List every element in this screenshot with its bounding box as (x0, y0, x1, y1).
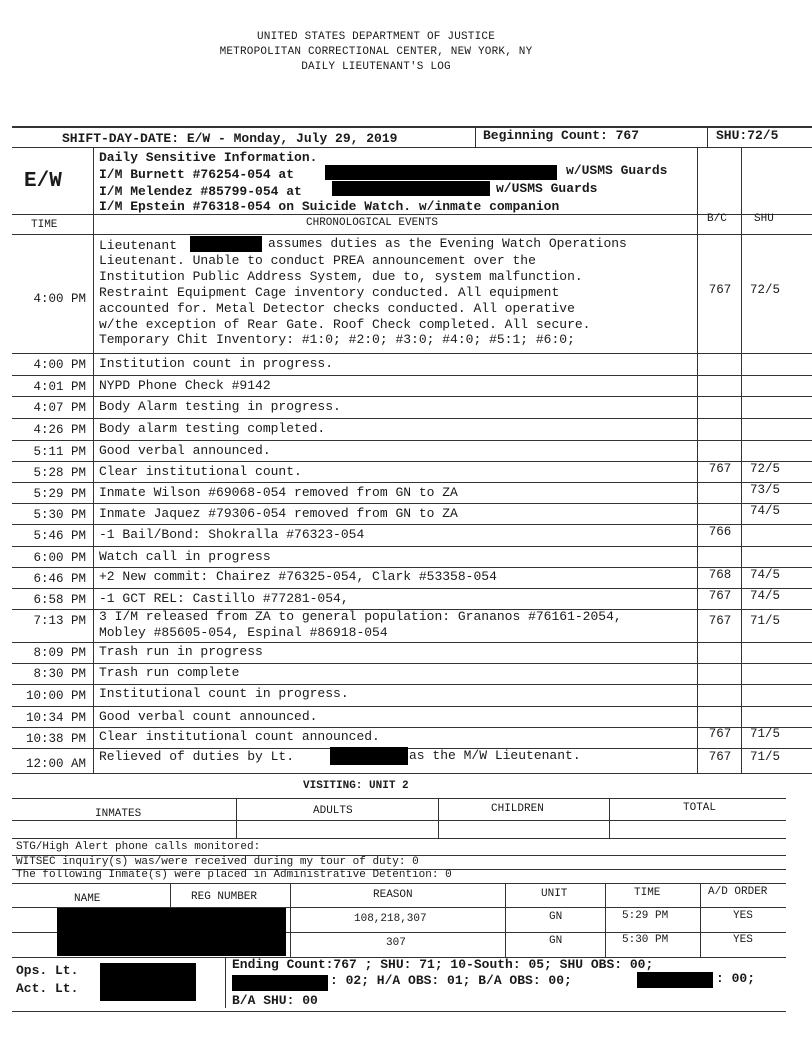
log-title: DAILY LIEUTENANT'S LOG (301, 61, 451, 73)
ending-count-line-2-end: : 00; (716, 971, 756, 986)
redaction (232, 975, 328, 991)
entry-text: Institutional count in progress. (99, 686, 349, 701)
entry-time: 5:30 PM (33, 508, 86, 522)
entry-text: assumes duties as the Evening Watch Operations (268, 236, 627, 251)
agency-title: UNITED STATES DEPARTMENT OF JUSTICE (256, 31, 496, 43)
entry-shu: 72/5 (750, 462, 781, 476)
facility-title: METROPOLITAN CORRECTIONAL CENTER, NEW YORK, NY (219, 46, 533, 58)
entry-text: 3 I/M released from ZA to general population: Grananos #76161-2054, (99, 609, 622, 624)
ad-header-time: TIME (634, 887, 661, 899)
ad-header-reg: REG NUMBER (191, 891, 258, 903)
visiting-title: VISITING: UNIT 2 (303, 780, 409, 792)
entry-bc: 767 (708, 727, 732, 741)
ops-lt-label: Ops. Lt. (16, 963, 79, 978)
redaction (330, 747, 408, 765)
entry-time: 6:00 PM (33, 551, 86, 565)
shift-day-date: SHIFT-DAY-DATE: E/W - Monday, July 29, 2019 (62, 131, 398, 146)
entry-text: Institution Public Address System, due to, system malfunction. (99, 269, 583, 284)
entry-shu: 74/5 (750, 504, 781, 518)
entry-text: Mobley #85605-054, Espinal #86918-054 (99, 625, 388, 640)
entry-shu: 71/5 (750, 727, 781, 741)
act-lt-label: Act. Lt. (16, 981, 79, 996)
entry-text: Lieutenant. Unable to conduct PREA announcement over the (99, 253, 536, 268)
ad-row-time: 5:29 PM (622, 910, 669, 922)
entry-text: accounted for. Metal Detector checks conducted. All operative (99, 301, 575, 316)
entry-time: 6:58 PM (33, 593, 86, 607)
entry-text: Restraint Equipment Cage inventory conducted. All equipment (99, 285, 560, 300)
redaction (100, 963, 196, 1001)
entry-time: 4:00 PM (33, 358, 86, 372)
sensitive-line-3: I/M Epstein #76318-054 on Suicide Watch. w/inmate companion (99, 199, 560, 214)
col-shu-header: SHU (754, 213, 774, 225)
entry-time: 12:00 AM (25, 757, 86, 771)
stg-note: STG/High Alert phone calls monitored: (16, 841, 261, 853)
witsec-note: WITSEC inquiry(s) was/were received during my tour of duty: 0 (16, 856, 419, 868)
entry-time: 5:11 PM (33, 445, 86, 459)
entry-bc: 767 (708, 589, 732, 603)
entry-time: 10:38 PM (25, 732, 86, 746)
entry-bc: 767 (708, 750, 732, 764)
entry-bc: 768 (708, 568, 732, 582)
ad-row-reason: 108,218,307 (354, 913, 427, 925)
ad-row-order: YES (733, 910, 753, 922)
entry-shu: 72/5 (750, 283, 781, 297)
sensitive-line-1-end: w/USMS Guards (566, 163, 668, 178)
redaction (637, 972, 713, 988)
ad-header-name: NAME (74, 893, 101, 905)
ad-row-reason: 307 (386, 937, 406, 949)
entry-text: Trash run in progress (99, 644, 263, 659)
entry-text: Good verbal announced. (99, 443, 271, 458)
entry-text: Body alarm testing completed. (99, 421, 326, 436)
sensitive-title: Daily Sensitive Information. (99, 150, 318, 165)
ending-count-line-3: B/A SHU: 00 (232, 993, 318, 1008)
entry-bc: 767 (708, 283, 732, 297)
entry-time: 6:46 PM (33, 572, 86, 586)
ad-row-unit: GN (549, 911, 563, 923)
entry-time: 8:30 PM (33, 667, 86, 681)
beginning-count: Beginning Count: 767 (483, 128, 640, 143)
entry-time: 4:26 PM (33, 423, 86, 437)
entry-text: Institution count in progress. (99, 356, 334, 371)
entry-time: 5:28 PM (33, 466, 86, 480)
visiting-adults: ADULTS (313, 805, 353, 817)
visiting-total: TOTAL (683, 802, 717, 814)
entry-text: Clear institutional count. (99, 464, 302, 479)
entry-shu: 74/5 (750, 568, 781, 582)
entry-text: Inmate Jaquez #79306-054 removed from GN to ZA (99, 506, 458, 521)
redaction (57, 908, 286, 956)
entry-text: Temporary Chit Inventory: #1:0; #2:0; #3:0; #4:0; #5:1; #6:0; (99, 332, 575, 347)
col-events-header: CHRONOLOGICAL EVENTS (306, 217, 439, 229)
entry-time: 8:09 PM (33, 646, 86, 660)
entry-text: -1 GCT REL: Castillo #77281-054, (99, 591, 349, 606)
entry-time: 5:29 PM (33, 487, 86, 501)
entry-time: 10:00 PM (25, 689, 86, 703)
sensitive-line-1: I/M Burnett #76254-054 at (99, 167, 295, 182)
entry-shu: 74/5 (750, 589, 781, 603)
ending-count-line-1: Ending Count:767 ; SHU: 71; 10-South: 05; SHU OBS: 00; (232, 957, 654, 972)
entry-time: 7:13 PM (33, 614, 86, 628)
entry-shu: 71/5 (750, 750, 781, 764)
entry-text: as the M/W Lieutenant. (409, 748, 581, 763)
entry-time: 5:46 PM (33, 529, 86, 543)
entry-text: w/the exception of Rear Gate. Roof Check completed. All secure. (99, 317, 591, 332)
entry-text: Watch call in progress (99, 549, 271, 564)
ad-row-time: 5:30 PM (622, 934, 669, 946)
entry-text: Body Alarm testing in progress. (99, 399, 341, 414)
entry-bc: 766 (708, 525, 732, 539)
entry-text: +2 New commit: Chairez #76325-054, Clark #53358-054 (99, 569, 497, 584)
entry-time: 4:00 PM (33, 292, 86, 306)
entry-bc: 767 (708, 614, 732, 628)
entry-bc: 767 (708, 462, 732, 476)
shift-shu: SHU:72/5 (716, 128, 779, 143)
ending-count-line-2: : 02; H/A OBS: 01; B/A OBS: 00; (330, 973, 572, 988)
entry-text: Inmate Wilson #69068-054 removed from GN to ZA (99, 485, 458, 500)
entry-text: Trash run complete (99, 665, 240, 680)
entry-shu: 73/5 (750, 483, 781, 497)
sensitive-line-2-end: w/USMS Guards (496, 181, 598, 196)
entry-text: Relieved of duties by Lt. (99, 749, 295, 764)
entry-text: Good verbal count announced. (99, 709, 318, 724)
entry-time: 4:01 PM (33, 380, 86, 394)
entry-text: NYPD Phone Check #9142 (99, 378, 271, 393)
entry-time: 10:34 PM (25, 711, 86, 725)
visiting-children: CHILDREN (491, 803, 544, 815)
redaction (190, 236, 262, 252)
admin-detention-note: The following Inmate(s) were placed in Administrative Detention: 0 (16, 869, 452, 881)
ad-header-order: A/D ORDER (708, 886, 768, 898)
entry-text: -1 Bail/Bond: Shokralla #76323-054 (99, 527, 365, 542)
redaction (325, 165, 557, 180)
ad-header-reason: REASON (373, 889, 413, 901)
ad-row-unit: GN (549, 935, 563, 947)
sensitive-line-2: I/M Melendez #85799-054 at (99, 184, 302, 199)
visiting-inmates: INMATES (95, 808, 142, 820)
redaction (332, 181, 490, 196)
watch-code: E/W (24, 170, 62, 193)
entry-shu: 71/5 (750, 614, 781, 628)
entry-text: Clear institutional count announced. (99, 729, 380, 744)
ad-header-unit: UNIT (541, 888, 568, 900)
col-bc-header: B/C (707, 213, 727, 225)
ad-row-order: YES (733, 934, 753, 946)
entry-time: 4:07 PM (33, 401, 86, 415)
entry-text: Lieutenant (99, 238, 178, 253)
col-time-header: TIME (31, 219, 58, 231)
